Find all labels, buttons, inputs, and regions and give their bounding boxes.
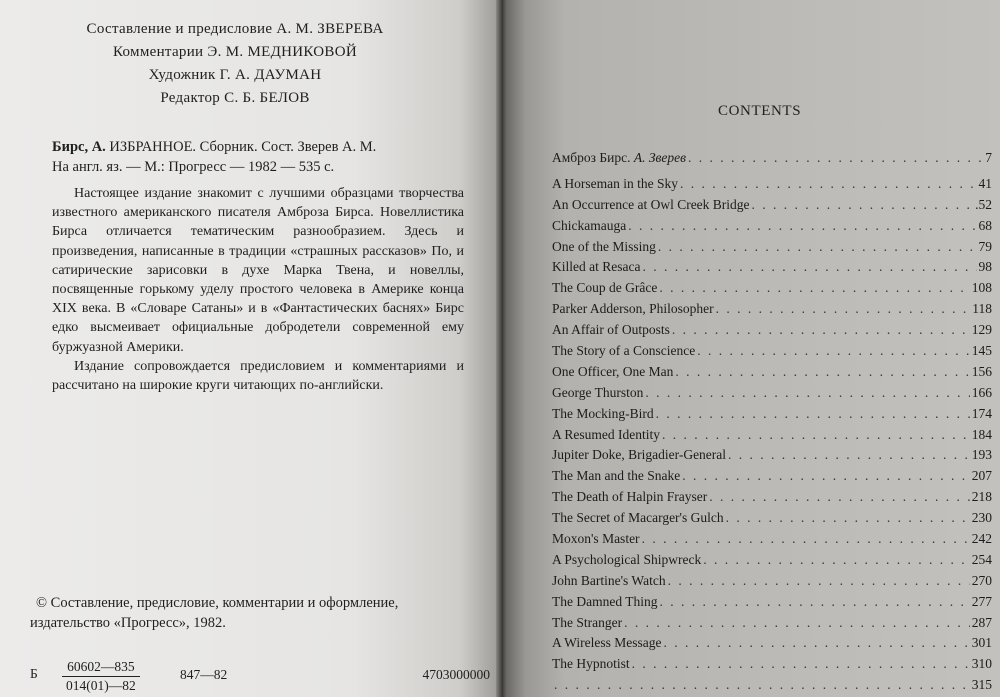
toc-leader-dots [656,406,970,422]
toc-entry-page: 108 [971,280,992,296]
toc-leader-dots [688,150,983,166]
toc-entry [552,510,992,531]
toc-entry [552,218,992,239]
contents-heading: CONTENTS [718,103,802,119]
toc-entry-title: The Story of a Conscience [552,343,696,359]
toc-leader-dots [659,280,969,296]
toc-intro-title: Амброз Бирс. [552,150,631,165]
toc-entry-title: George Thurston [552,384,644,400]
toc-entry-page: 193 [971,447,992,463]
toc-entry-title: Moxon's Master [552,531,640,547]
toc-entry-page: 79 [978,238,992,254]
toc-entry [552,573,992,594]
toc-entry [552,656,992,677]
toc-entry [552,259,992,280]
toc-entry-title: The Stranger [552,614,623,630]
catalog-imprint: На англ. яз. — М.: Прогресс — 1982 — 535 с. [52,159,335,175]
bbk-fraction [62,658,140,695]
toc-entry [552,406,992,427]
toc-entry-page: 310 [971,656,992,672]
toc-entry-title: The Hypnotist [552,656,630,672]
toc-leader-dots [726,510,970,526]
toc-entry [552,239,992,260]
bbk-denominator: 014(01)—82 [66,678,136,693]
toc-entry-title: The Mocking-Bird [552,405,654,421]
toc-entry-page: 207 [971,468,992,484]
toc-entry [552,322,992,343]
bbk-number: 4703000000 [422,667,490,682]
toc-entry [552,176,992,197]
credits-block [0,18,470,110]
right-page [506,0,1000,697]
toc-entry [552,447,992,468]
toc-entry-title: The Coup de Grâce [552,280,658,296]
annotation-paragraph: Настоящее издание знакомит с лучшими образцами творчества известного американского писателя Амброза Бирса. Новеллистика Бирса отличается тематическим разнообразием. Здесь и произведения, написанные в традиции «страшных рассказов» По, и сатирические зарисовки в духе Марка Твена, и новеллы, посвященные горькому уделу простого человека в Америке конца XIX века. В «Словаре Сатаны» и в «Фантастических баснях» Бирс едко высмеивает официальные добродетели современной ему буржуазной Америки. [52,186,464,355]
toc-leader-dots [632,656,970,672]
annotation [52,184,464,395]
toc-intro-page: 7 [985,150,992,165]
toc-entry-page: .52 [975,196,992,212]
toc-entry-page: 218 [971,489,992,505]
toc-leader-dots [663,635,969,651]
toc-entry-page: 156 [971,363,992,379]
toc-entry-page: 145 [971,343,992,359]
toc-entry-page: 254 [971,551,992,567]
toc-entry-page: 315 [971,677,992,693]
toc-entry-title: Killed at Resaca [552,259,641,275]
toc-entry-page: 174 [971,405,992,421]
toc-entry-page: 98 [978,259,992,275]
toc-entry-title: An Affair of Outposts [552,322,670,338]
toc-entry [552,489,992,510]
catalog-entry [52,137,457,177]
toc-leader-dots [662,427,970,443]
credit-commentary: Комментарии Э. М. МЕДНИКОВОЙ [112,44,357,60]
toc-entry-title: A Wireless Message [552,635,662,651]
toc-leader-dots [642,259,976,275]
toc-leader-dots [658,239,977,255]
toc-entry [552,364,992,385]
toc-entry-page: 301 [971,635,992,651]
toc-entry-page: 118 [972,301,992,317]
toc-leader-dots [554,677,970,693]
toc-leader-dots [672,322,970,338]
toc-leader-dots [628,218,976,234]
toc-entry-page: 129 [971,322,992,338]
toc-entry-title: Jupiter Doke, Brigadier-General [552,447,727,463]
toc-intro-author: А. Зверев [633,150,686,165]
toc-leader-dots [659,594,969,610]
toc-entry-page: 166 [971,384,992,400]
toc-entry-title: One of the Missing [552,238,656,254]
toc-entry-title: The Damned Thing [552,593,658,609]
toc-entry-page: 270 [971,572,992,588]
annotation-paragraph: Издание сопровождается предисловием и комментариями и рассчитано на широкие круги читающих по-английски. [52,358,464,394]
toc-entry-title: John Bartine's Watch [552,572,666,588]
toc-entry-title: A Resumed Identity [552,426,660,442]
table-of-contents [552,150,992,697]
toc-entry [552,615,992,636]
toc-entry-title: The Death of Halpin Frayser [552,489,708,505]
toc-leader-dots [697,343,970,359]
bbk-letter: Б [30,666,38,681]
toc-entry [552,552,992,573]
toc-entry [552,280,992,301]
toc-entry [552,197,992,218]
toc-entry-page: 184 [971,426,992,442]
toc-leader-dots [709,489,970,505]
toc-leader-dots [703,552,970,568]
toc-entry [552,343,992,364]
toc-leader-dots [752,197,974,213]
toc-intro-row [552,150,992,171]
toc-leader-dots [642,531,970,547]
catalog-title: ИЗБРАННОЕ. Сборник. Сост. Зверев А. М. [105,139,377,155]
toc-entry-title: The Man and the Snake [552,468,681,484]
credit-compiler: Составление и предисловие А. М. ЗВЕРЕВА [86,21,384,37]
credit-editor: Редактор С. Б. БЕЛОВ [160,90,310,106]
toc-entry-page: 277 [971,593,992,609]
toc-entry-page: 287 [971,614,992,630]
bbk-code: 847—82 [180,667,228,682]
toc-entry-title: The Secret of Macarger's Gulch [552,510,724,526]
bbk-index [30,658,490,694]
toc-entry-title: Chickamauga [552,217,627,233]
toc-leader-dots [716,301,971,317]
toc-leader-dots [668,573,970,589]
toc-entry-title: A Horseman in the Sky [552,175,678,191]
toc-entry [552,594,992,615]
copyright-notice: © Составление, предисловие, комментарии и оформление, издательство «Прогресс», 1982. [30,595,399,631]
toc-entry-page: 242 [971,531,992,547]
toc-entry [552,427,992,448]
toc-leader-dots [728,447,970,463]
credit-artist: Художник Г. А. ДАУМАН [148,67,322,83]
toc-entry-title: A Psychological Shipwreck [552,551,702,567]
toc-entry-title: An Occurrence at Owl Creek Bridge [552,196,750,212]
toc-entry [552,677,992,697]
toc-entry [552,531,992,552]
toc-leader-dots [680,176,977,192]
toc-leader-dots [675,364,969,380]
bbk-numerator: 60602—835 [62,658,140,677]
toc-leader-dots [624,615,970,631]
toc-entry [552,635,992,656]
toc-entry-page: 41 [978,175,992,191]
toc-entry [552,301,992,322]
toc-entry [552,385,992,406]
toc-leader-dots [645,385,969,401]
toc-entry-page: 230 [971,510,992,526]
toc-leader-dots [682,468,970,484]
toc-entry-page: 68 [978,217,992,233]
toc-entry [552,468,992,489]
toc-entry-title: Parker Adderson, Philosopher [552,301,714,317]
toc-entry-title: One Officer, One Man [552,363,674,379]
catalog-author: Бирс, А. [52,139,106,155]
